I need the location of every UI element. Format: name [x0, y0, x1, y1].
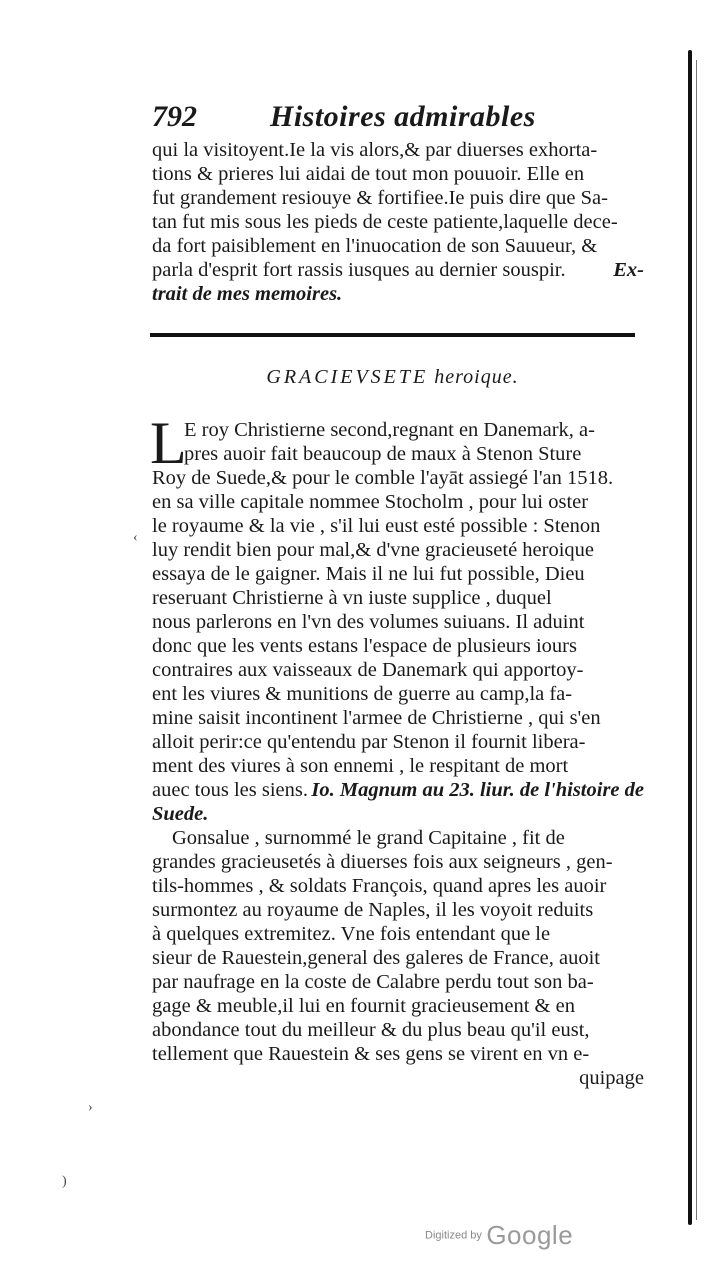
text-block-christierne — [150, 410, 644, 826]
text-line: fut grandement resiouye & fortifiee.Ie puis dire que Sa- — [152, 187, 608, 209]
page-edge-line — [688, 50, 692, 1225]
page-edge-shadow — [696, 60, 697, 1220]
text-line: nous parlerons en l'vn des volumes suiuans. Il aduint — [152, 611, 585, 633]
margin-mark: › — [88, 1100, 93, 1115]
text-line: Gonsalue , surnommé le grand Capitaine , fit de — [172, 827, 565, 849]
text-line-content: parla d'esprit fort rassis iusques au dernier souspir. — [152, 259, 566, 281]
text-line: contraires aux vaisseaux de Danemark qui apportoy- — [152, 659, 584, 681]
text-block-gonsalue — [152, 826, 644, 1090]
text-line: surmontez au royaume de Naples, il les voyoit reduits — [152, 899, 594, 921]
text-line-with-source — [152, 258, 644, 282]
page-header — [152, 100, 652, 140]
source-line — [152, 282, 644, 306]
margin-mark: ‹ — [133, 530, 138, 545]
text-line: tan fut mis sous les pieds de ceste patiente,laquelle dece- — [152, 211, 618, 233]
text-line: ent les viures & munitions de guerre au camp,la fa- — [152, 683, 573, 705]
section-title-rest: heroique. — [434, 366, 519, 388]
source-citation-start: Ex- — [613, 259, 644, 281]
running-head: Histoires admirables — [270, 100, 536, 133]
section-title — [150, 366, 635, 389]
text-line-content: auec tous les siens. — [152, 779, 308, 801]
text-line: sieur de Rauestein,general des galeres de France, auoit — [152, 947, 600, 969]
text-line-with-source — [152, 778, 644, 802]
text-line: qui la visitoyent.Ie la vis alors,& par diuerses exhorta- — [152, 139, 598, 161]
text-line: alloit perir:ce qu'entendu par Stenon il fournit libera- — [152, 731, 586, 753]
text-line: tellement que Rauestein & ses gens se virent en vn e- — [152, 1043, 590, 1065]
catchword: quipage — [579, 1067, 644, 1089]
margin-mark: ) — [62, 1174, 67, 1189]
text-line: ment des viures à son ennemi , le respitant de mort — [152, 755, 569, 777]
text-line: grandes gracieusetés à diuerses fois aux seigneurs , gen- — [152, 851, 613, 873]
text-line: par naufrage en la coste de Calabre perdu tout son ba- — [152, 971, 594, 993]
page-number: 792 — [152, 100, 197, 133]
source-citation-end: trait de mes memoires. — [152, 283, 343, 305]
text-line: à quelques extremitez. Vne fois entendant que le — [152, 923, 551, 945]
text-line: da fort paisiblement en l'inuocation de son Sauueur, & — [152, 235, 598, 257]
text-line: reseruant Christierne à vn iuste supplice , duquel — [152, 587, 552, 609]
text-line: mine saisit incontinent l'armee de Christierne , qui s'en — [152, 707, 601, 729]
text-line: essaya de le gaigner. Mais il ne lui fut possible, Dieu — [152, 563, 585, 585]
text-line: tils-hommes , & soldats François, quand apres les auoir — [152, 875, 607, 897]
text-line: en sa ville capitale nommee Stocholm , pour lui oster — [152, 491, 589, 513]
section-divider-rule — [150, 333, 635, 337]
digitized-by-text: Digitized by — [425, 1229, 482, 1242]
text-line: pres auoir fait beaucoup de maux à Stenon Sture — [184, 443, 582, 465]
text-line: gage & meuble,il lui en fournit gracieusement & en — [152, 995, 575, 1017]
text-line: abondance tout du meilleur & du plus beau qu'il eust, — [152, 1019, 590, 1041]
text-line: tions & prieres lui aidai de tout mon pouuoir. Elle en — [152, 163, 585, 185]
text-line: donc que les vents estans l'espace de plusieurs iours — [152, 635, 577, 657]
source-citation-start: Io. Magnum au 23. liur. de l'histoire de — [311, 779, 644, 801]
source-citation-end: Suede. — [152, 803, 209, 825]
google-logo-text: Google — [486, 1220, 574, 1250]
text-block-opening — [152, 138, 644, 306]
drop-cap: L — [150, 410, 187, 476]
catchword-line — [152, 1066, 644, 1090]
digitized-by-google-watermark — [425, 1220, 573, 1251]
text-line: Roy de Suede,& pour le comble l'ayāt assiegé l'an 1518. — [152, 467, 614, 489]
section-title-caps: GRACIEVSETE — [266, 366, 429, 388]
text-line: luy rendit bien pour mal,& d'vne gracieuseté heroique — [152, 539, 595, 561]
text-line: le royaume & la vie , s'il lui eust esté possible : Stenon — [152, 515, 601, 537]
source-line — [152, 802, 644, 826]
text-line: E roy Christierne second,regnant en Danemark, a- — [184, 419, 595, 441]
